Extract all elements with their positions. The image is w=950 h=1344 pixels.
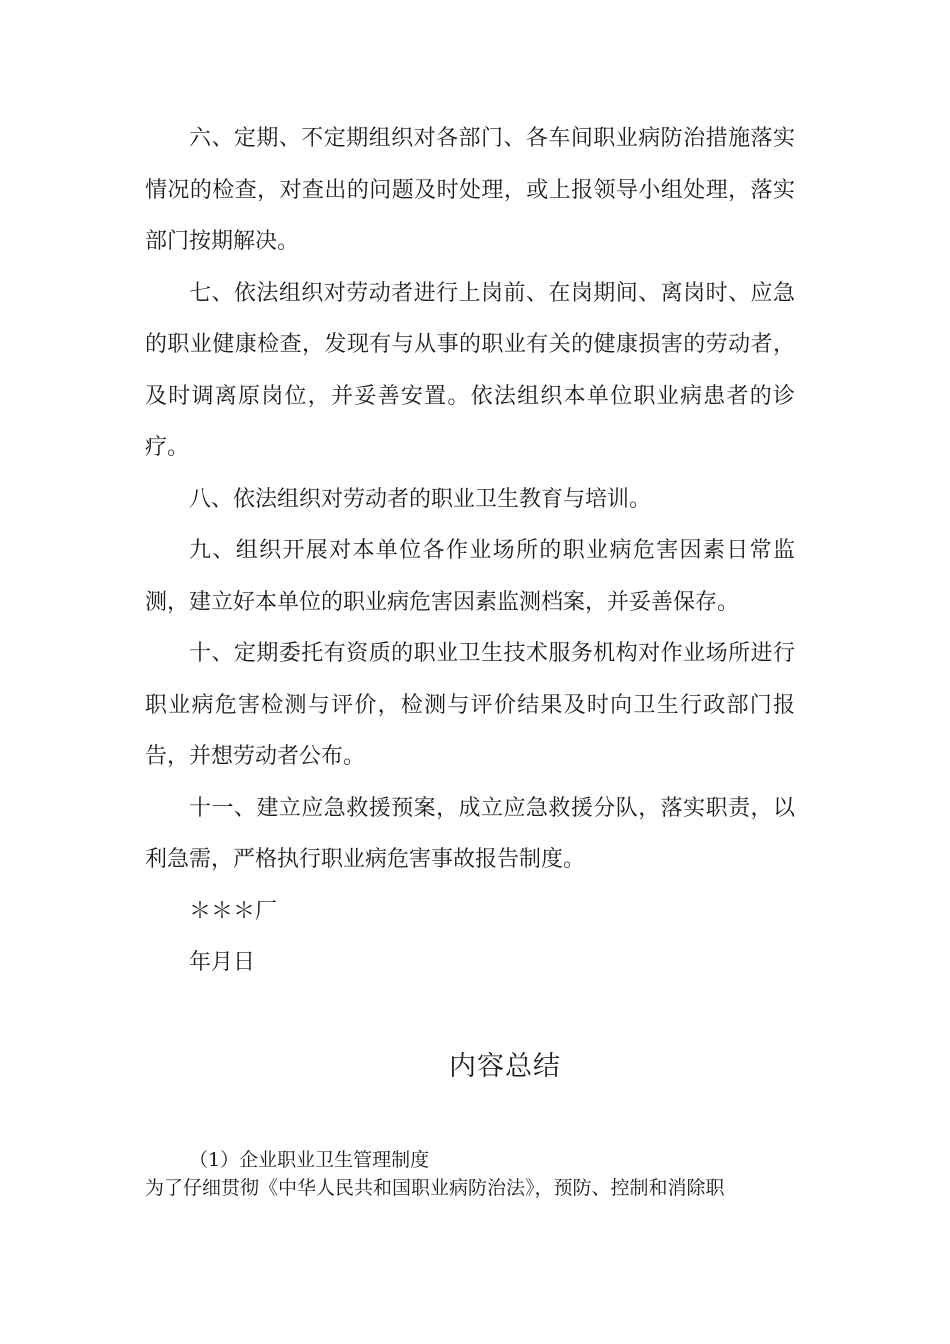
summary-title: 内容总结 [449,1051,561,1082]
paragraph-7: 七、依法组织对劳动者进行上岗前、在岗期间、离岗时、应急的职业健康检查，发现有与从事的职业有关的健康损害的劳动者，及时调离原岗位，并妥善安置。依法组织本单位职业病患者的诊疗。 [145,280,795,460]
paragraph-10: 十、定期委托有资质的职业卫生技术服务机构对作业场所进行职业病危害检测与评价，检测与评价结果及时向卫生行政部门报告，并想劳动者公布。 [145,641,795,769]
signature: ＊＊＊厂 [189,898,278,924]
paragraph-9: 九、组织开展对本单位各作业场所的职业病危害因素日常监测，建立好本单位的职业病危害因素监测档案，并妥善保存。 [145,538,795,615]
summary-text: 为了仔细贯彻《中华人民共和国职业病防治法》，预防、控制和消除职 [145,1177,725,1199]
document-body [145,113,795,989]
summary-subtitle: （1）企业职业卫生管理制度 [189,1149,430,1171]
date-line: 年月日 [189,950,256,975]
summary-section [145,1146,800,1202]
paragraph-8: 八、依法组织对劳动者的职业卫生教育与培训。 [189,486,652,512]
paragraph-11: 十一、建立应急救援预案，成立应急救援分队，落实职责，以利急需，严格执行职业病危害事故报告制度。 [145,795,795,872]
paragraph-6: 六、定期、不定期组织对各部门、各车间职业病防治措施落实情况的检查，对查出的问题及时处理，或上报领导小组处理，落实部门按期解决。 [145,126,795,254]
